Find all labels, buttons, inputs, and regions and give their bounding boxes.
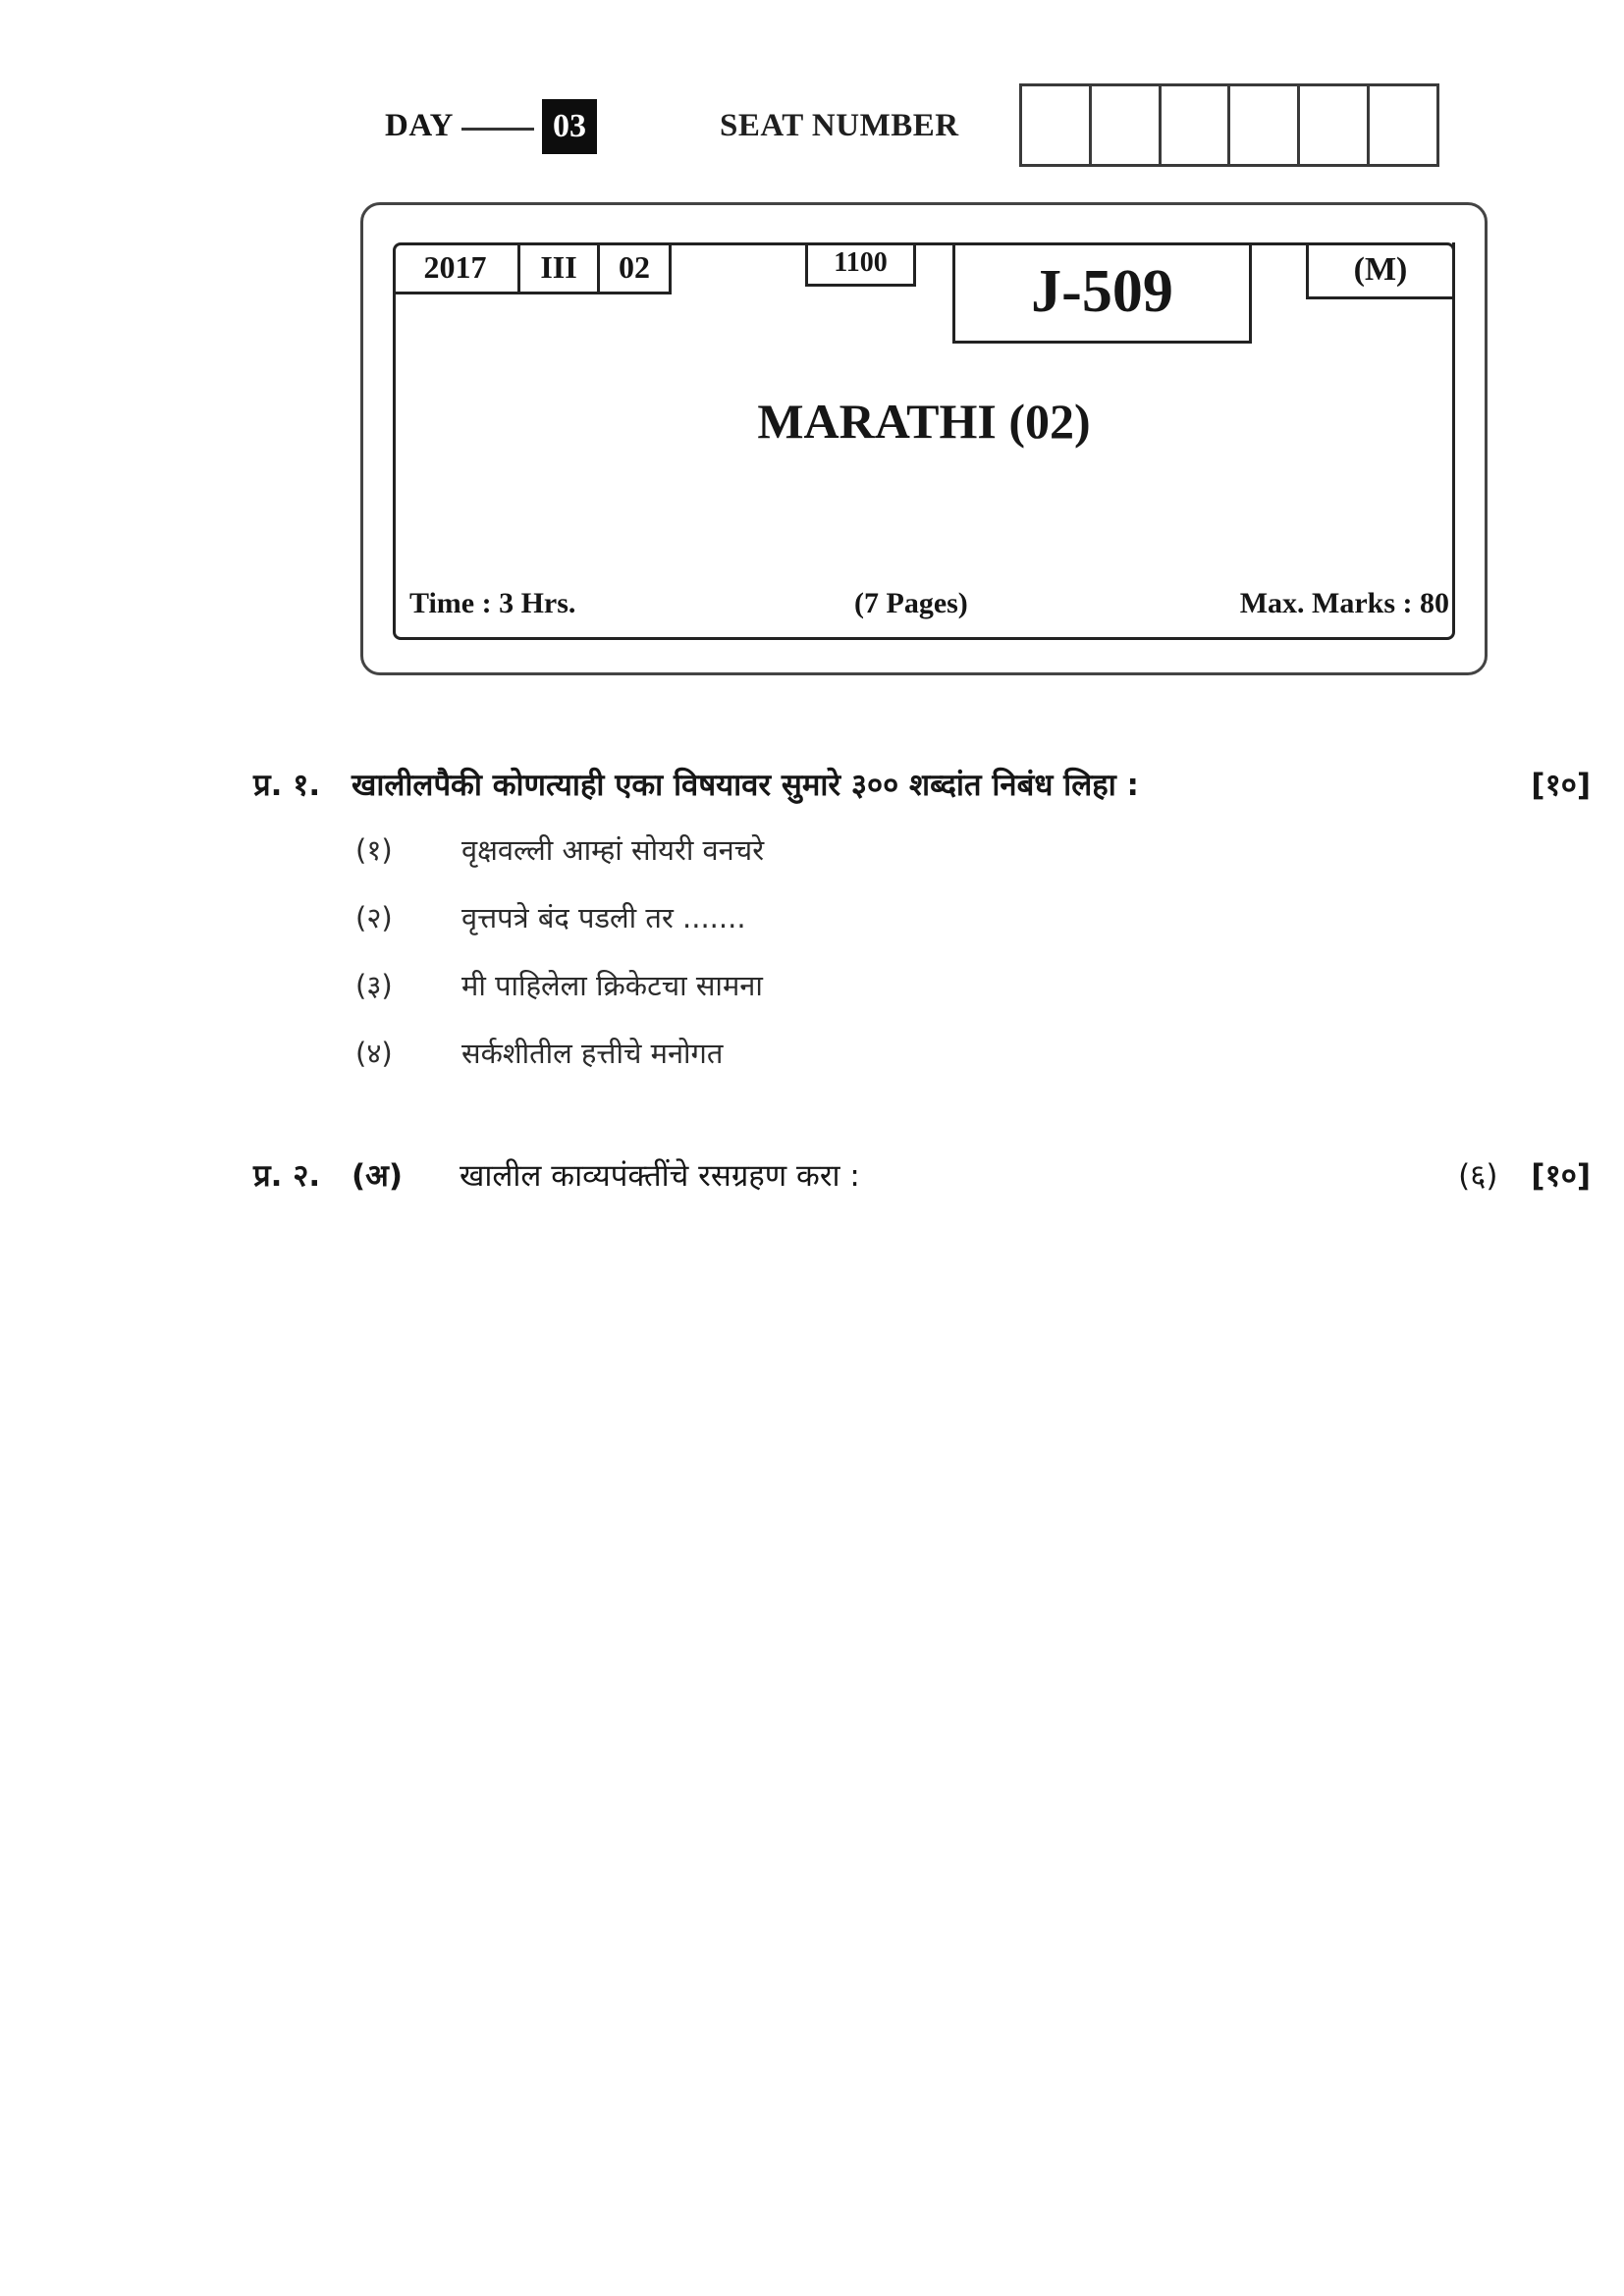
day-value-badge: 03: [542, 99, 597, 154]
question-text: खालील काव्यपंक्तींचे रसग्रहण करा :: [460, 1158, 860, 1194]
seat-number-cell: [1230, 86, 1300, 164]
question-sub-part: (अ): [352, 1158, 404, 1194]
seat-number-cell: [1370, 86, 1436, 164]
time-duration: Time : 3 Hrs.: [409, 587, 576, 619]
medium-code: (M): [1306, 242, 1455, 299]
day-label: DAY: [385, 108, 454, 143]
seat-number-cell: [1300, 86, 1370, 164]
batch-number: 1100: [805, 242, 916, 287]
question-number: प्र. २.: [253, 1158, 321, 1194]
option-number: (३): [355, 969, 393, 1002]
question-1-option: [355, 898, 746, 936]
question-marks: [१०]: [1531, 768, 1591, 803]
seat-number-cell: [1092, 86, 1162, 164]
option-number: (२): [355, 901, 393, 934]
subject-title: MARATHI (02): [757, 394, 1091, 449]
seat-number-boxes: [1019, 83, 1439, 167]
exam-subject-code: 02: [600, 242, 672, 292]
seat-number-cell: [1162, 86, 1231, 164]
seat-number-cell: [1022, 86, 1092, 164]
question-1-option: [355, 966, 763, 1004]
option-text: वृत्तपत्रे बंद पडली तर .......: [461, 901, 746, 934]
day-dash-divider: [461, 128, 534, 131]
exam-session: III: [520, 242, 600, 292]
question-1-option: [355, 1034, 723, 1072]
question-1-option: [355, 830, 764, 869]
exam-code-group: [393, 242, 672, 294]
question-text: खालीलपैकी कोणत्याही एका विषयावर सुमारे ३०० शब्दांत निबंध लिहा :: [352, 768, 1139, 803]
page-count: (7 Pages): [854, 587, 968, 619]
option-number: (१): [355, 833, 393, 867]
max-marks: Max. Marks : 80: [1239, 587, 1449, 619]
question-number: प्र. १.: [253, 768, 321, 803]
question-2: [253, 1154, 1591, 1196]
option-text: वृक्षवल्ली आम्हां सोयरी वनचरे: [461, 833, 765, 867]
question-marks: [१०]: [1531, 1158, 1591, 1194]
option-text: सर्कशीतील हत्तीचे मनोगत: [461, 1037, 724, 1070]
paper-code: J-509: [952, 242, 1252, 344]
question-1: [253, 764, 1591, 805]
seat-number-label: SEAT NUMBER: [720, 108, 959, 143]
sub-part-marks: (६): [1458, 1158, 1498, 1194]
option-number: (४): [355, 1037, 393, 1070]
exam-year: 2017: [393, 242, 520, 292]
option-text: मी पाहिलेला क्रिकेटचा सामना: [461, 969, 763, 1002]
